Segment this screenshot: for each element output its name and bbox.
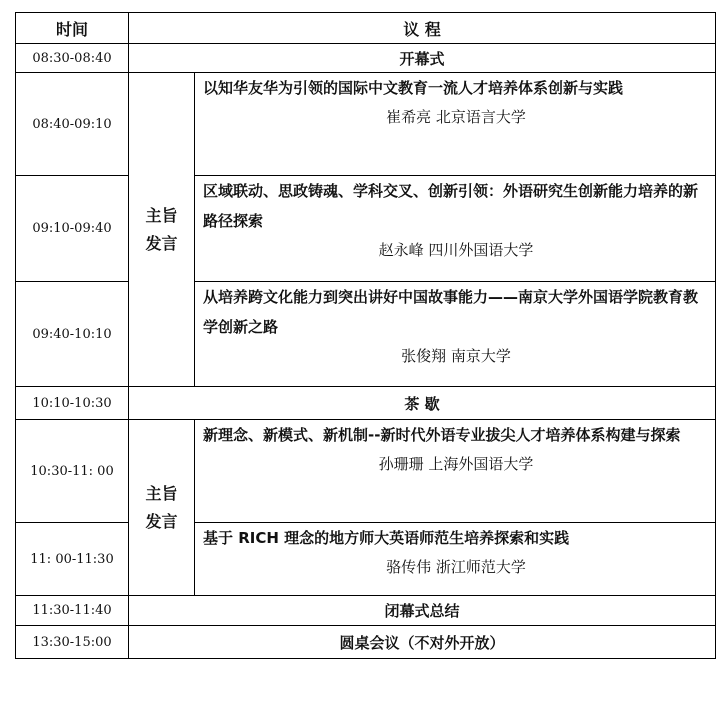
time-cell: 10:30-11: 00 (16, 420, 129, 523)
time-cell: 08:40-09:10 (16, 73, 129, 176)
time-cell: 11: 00-11:30 (16, 523, 129, 596)
session-title: 茶 歇 (129, 387, 716, 420)
talk-title: 新理念、新模式、新机制--新时代外语专业拔尖人才培养体系构建与探索 (203, 426, 681, 444)
session-title: 闭幕式总结 (129, 596, 716, 626)
agenda-header: 议 程 (129, 13, 716, 44)
time-header: 时间 (16, 13, 129, 44)
keynote-label-line1: 主旨 (145, 205, 178, 225)
speaker-name: 骆传伟 浙江师范大学 (386, 558, 526, 576)
speaker-name: 赵永峰 四川外国语大学 (378, 241, 534, 259)
topic-cell (195, 420, 716, 523)
keynote-label-cell (129, 73, 195, 387)
topic-cell (195, 176, 716, 282)
topic-cell (195, 282, 716, 387)
talk-title: 从培养跨文化能力到突出讲好中国故事能力——南京大学外国语学院教育教学创新之路 (203, 288, 699, 336)
talk-title: 区域联动、思政铸魂、学科交叉、创新引领：外语研究生创新能力培养的新路径探索 (203, 182, 699, 230)
time-cell: 08:30-08:40 (16, 44, 129, 73)
agenda-row-talk-1 (16, 73, 716, 176)
agenda-row-talk-5 (16, 523, 716, 596)
time-cell: 11:30-11:40 (16, 596, 129, 626)
keynote-label-cell (129, 420, 195, 596)
agenda-row-talk-4 (16, 420, 716, 523)
agenda-row-opening (16, 44, 716, 73)
header-row (16, 13, 716, 44)
keynote-label-line2: 发言 (145, 511, 178, 531)
agenda-row-talk-3 (16, 282, 716, 387)
session-title: 开幕式 (129, 44, 716, 73)
agenda-row-roundtable (16, 626, 716, 659)
time-cell: 10:10-10:30 (16, 387, 129, 420)
time-cell: 09:40-10:10 (16, 282, 129, 387)
time-cell: 09:10-09:40 (16, 176, 129, 282)
talk-title: 基于 RICH 理念的地方师大英语师范生培养探索和实践 (203, 529, 570, 547)
agenda-row-break (16, 387, 716, 420)
topic-cell (195, 73, 716, 176)
speaker-name: 张俊翔 南京大学 (401, 347, 511, 365)
agenda-row-talk-2 (16, 176, 716, 282)
talk-title: 以知华友华为引领的国际中文教育一流人才培养体系创新与实践 (203, 79, 624, 97)
agenda-table (15, 12, 716, 659)
time-cell: 13:30-15:00 (16, 626, 129, 659)
session-title: 圆桌会议（不对外开放） (129, 626, 716, 659)
topic-cell (195, 523, 716, 596)
keynote-label-line1: 主旨 (145, 483, 178, 503)
keynote-label-line2: 发言 (145, 233, 178, 253)
speaker-name: 孙珊珊 上海外国语大学 (378, 455, 534, 473)
speaker-name: 崔希亮 北京语言大学 (386, 108, 526, 126)
agenda-row-closing (16, 596, 716, 626)
